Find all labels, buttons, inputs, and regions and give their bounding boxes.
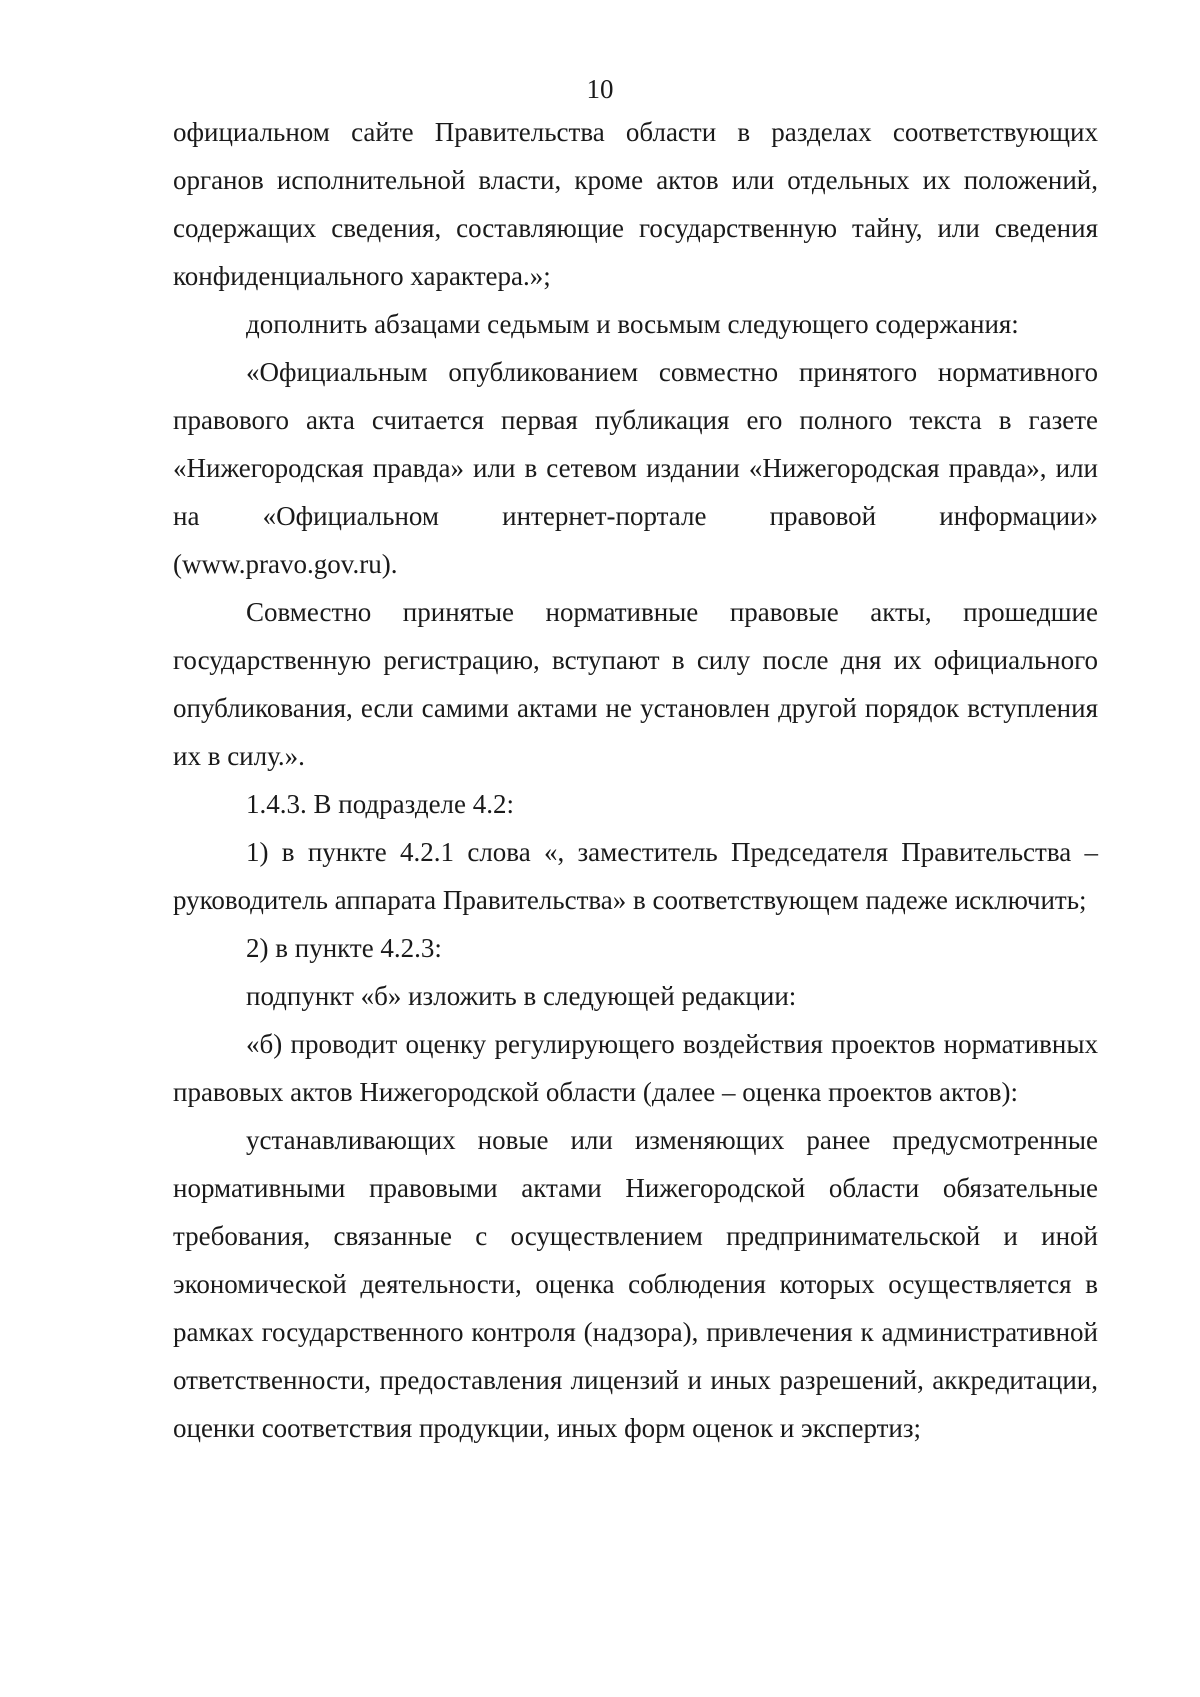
paragraph-6: 1) в пункте 4.2.1 слова «, заместитель Председателя Правительства – руководитель аппарата Правительства» в соответствующем падеже исключить; bbox=[173, 837, 1098, 915]
paragraph-10: устанавливающих новые или изменяющих ранее предусмотренные нормативными правовыми актами Нижегородской области обязательные требования, связанные с осуществлением предпринимательской и иной экономической деятельности, оценка соблюдения которых осуществляется в рамках государственного контроля (надзора), привлечения к административной ответственности, предоставления лицензий и иных разрешений, аккредитации, оценки соответствия продукции, иных форм оценок и экспертиз; bbox=[173, 1125, 1098, 1443]
page-number: 10 bbox=[586, 74, 614, 104]
paragraph-2: дополнить абзацами седьмым и восьмым следующего содержания: bbox=[246, 309, 1019, 339]
paragraph-7: 2) в пункте 4.2.3: bbox=[246, 933, 442, 963]
paragraph-8: подпункт «б» изложить в следующей редакции: bbox=[246, 981, 797, 1011]
paragraph-4: Совместно принятые нормативные правовые акты, прошедшие государственную регистрацию, вступают в силу после дня их официального опубликования, если самими актами не установлен другой порядок вступления их в силу.». bbox=[173, 597, 1098, 771]
paragraph-1: официальном сайте Правительства области в разделах соответствующих органов исполнительной власти, кроме актов или отдельных их положений, содержащих сведения, составляющие государственную тайну, или сведения конфиденциального характера.»; bbox=[173, 117, 1098, 291]
paragraph-5: 1.4.3. В подразделе 4.2: bbox=[246, 789, 515, 819]
paragraph-9: «б) проводит оценку регулирующего воздействия проектов нормативных правовых актов Нижегородской области (далее – оценка проектов актов): bbox=[173, 1029, 1098, 1107]
document-body bbox=[173, 108, 1098, 1452]
paragraph-3: «Официальным опубликованием совместно принятого нормативного правового акта считается первая публикация его полного текста в газете «Нижегородская правда» или в сетевом издании «Нижегородская правда», или на «Официальном интернет-портале правовой информации» (www.pravo.gov.ru). bbox=[173, 357, 1098, 579]
